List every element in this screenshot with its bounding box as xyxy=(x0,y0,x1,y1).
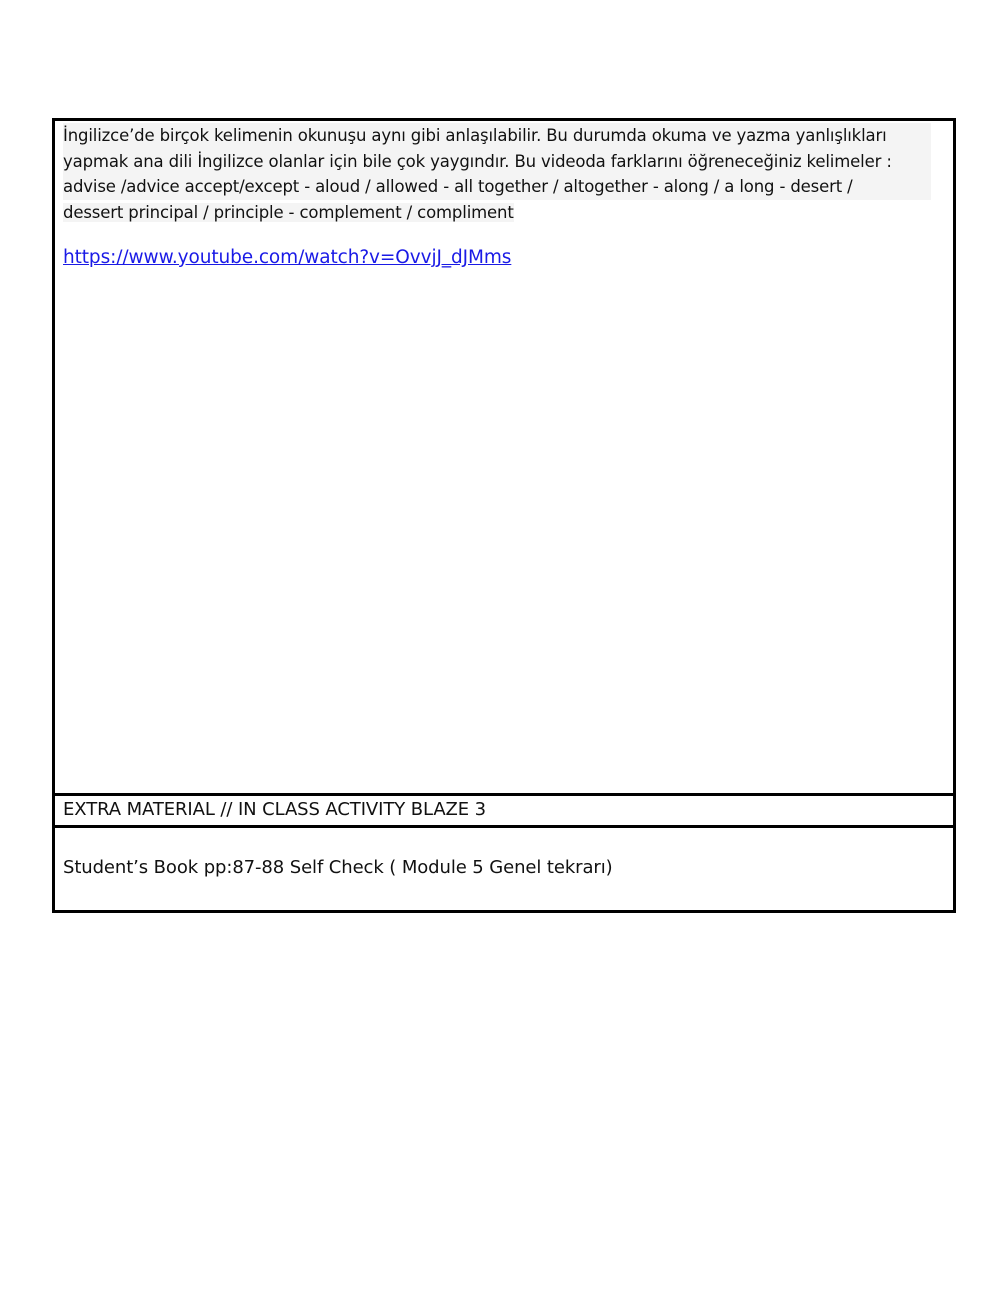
intro-line-2: yapmak ana dili İngilizce olanlar için bile çok yaygındır. Bu videoda farklarını öğreneceğiniz kelimeler : xyxy=(63,149,931,175)
book-assignment: Student’s Book pp:87-88 Self Check ( Module 5 Genel tekrarı) xyxy=(63,857,613,878)
intro-line-4-wrapper xyxy=(63,200,931,226)
intro-line-4: dessert principal / principle - complement / compliment xyxy=(63,202,514,222)
youtube-video-link[interactable]: https://www.youtube.com/watch?v=OvvjJ_dJMms xyxy=(63,247,512,268)
intro-cell xyxy=(55,121,953,796)
extra-material-heading: EXTRA MATERIAL // IN CLASS ACTIVITY BLAZE 3 xyxy=(55,796,953,828)
intro-line-3: advise /advice accept/except - aloud / allowed - all together / altogether - along / a long - desert / xyxy=(63,174,931,200)
intro-line-1: İngilizce’de birçok kelimenin okunuşu aynı gibi anlaşılabilir. Bu durumda okuma ve yazma yanlışlıkları xyxy=(63,123,931,149)
intro-paragraph xyxy=(63,123,931,225)
worksheet-table xyxy=(52,118,956,913)
